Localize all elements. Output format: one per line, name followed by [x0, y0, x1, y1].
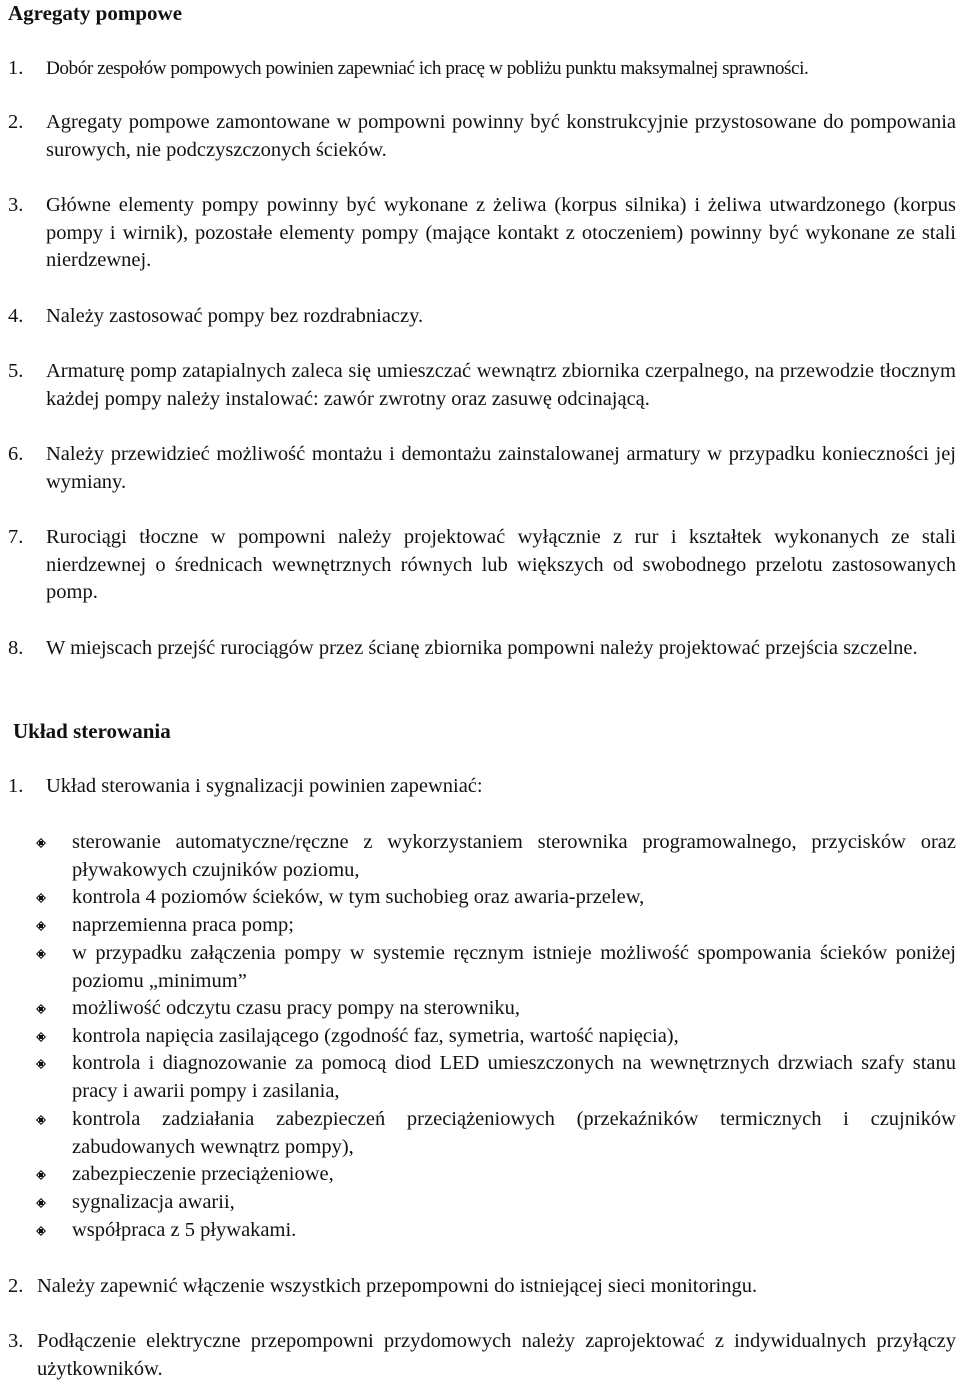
list-item-5	[8, 358, 956, 413]
item-number: 1.	[8, 775, 24, 797]
item-number: 2.	[8, 1275, 24, 1297]
bullet-text: sygnalizacja awarii,	[72, 1191, 235, 1213]
bullet-text: kontrola napięcia zasilającego (zgodność faz, symetria, wartość napięcia),	[72, 1025, 679, 1047]
square-bullet-icon	[36, 893, 46, 903]
list-item-1	[8, 55, 956, 83]
item-number: 4.	[8, 305, 24, 327]
item-number: 2.	[8, 111, 24, 133]
section-heading-pumps: Agregaty pompowe	[8, 1, 183, 25]
square-bullet-icon	[36, 1115, 46, 1125]
item-text: Armaturę pomp zatapialnych zaleca się umieszczać wewnątrz zbiornika czerpalnego, na przewodzie tłocznym każdej pompy należy instalować: zawór zwrotny oraz zasuwę odcinającą.	[46, 360, 956, 410]
item-text: Należy zapewnić włączenie wszystkich przepompowni do istniejącej sieci monitoringu.	[37, 1275, 758, 1297]
item-number: 7.	[8, 526, 24, 548]
square-bullet-icon	[36, 1032, 46, 1042]
bullet-text: w przypadku załączenia pompy w systemie ręcznym istnieje możliwość spompowania ścieków poniżej poziomu „minimum”	[72, 942, 956, 992]
item-text: Należy zastosować pompy bez rozdrabniaczy.	[46, 305, 424, 327]
list-item-7	[8, 524, 956, 607]
bullet-item	[34, 1161, 956, 1189]
bullet-item	[34, 1217, 956, 1245]
square-bullet-icon	[36, 1004, 46, 1014]
bullet-text: naprzemienna praca pomp;	[72, 914, 294, 936]
section-heading-control: Układ sterowania	[13, 719, 171, 743]
item-text: Podłączenie elektryczne przepompowni przydomowych należy zaprojektować z indywidualnych przyłączy użytkowników.	[37, 1330, 956, 1380]
bullet-text: kontrola zadziałania zabezpieczeń przeciążeniowych (przekaźników termicznych i czujników zabudowanych wewnątrz pompy),	[72, 1108, 956, 1158]
bullet-item	[34, 1189, 956, 1217]
item-text: Rurociągi tłoczne w pompowni należy projektować wyłącznie z rur i kształtek wykonanych ze stali nierdzewnej o średnicach wewnętrznych równych lub większych od swobodnego przelotu zastosowanych pomp.	[46, 526, 956, 603]
list-item-8	[8, 635, 956, 663]
bullet-text: sterowanie automatyczne/ręczne z wykorzystaniem sterownika programowalnego, przycisków oraz pływakowych czujników poziomu,	[72, 831, 956, 881]
bullet-item	[34, 1106, 956, 1161]
list-item-3	[8, 192, 956, 275]
bullet-item	[34, 995, 956, 1023]
item-text: W miejscach przejść rurociągów przez ścianę zbiornika pompowni należy projektować przejścia szczelne.	[46, 637, 918, 659]
square-bullet-icon	[36, 921, 46, 931]
bullet-item	[34, 912, 956, 940]
control-intro-item	[8, 773, 956, 801]
item-number: 3.	[8, 1330, 24, 1352]
square-bullet-icon	[36, 1226, 46, 1236]
item-text: Należy przewidzieć możliwość montażu i demontażu zainstalowanej armatury w przypadku konieczności jej wymiany.	[46, 443, 956, 493]
item-number: 1.	[8, 57, 24, 79]
bullet-item	[34, 884, 956, 912]
list-item-4	[8, 303, 956, 331]
bullet-item	[34, 1023, 956, 1051]
square-bullet-icon	[36, 838, 46, 848]
bullet-text: zabezpieczenie przeciążeniowe,	[72, 1163, 334, 1185]
control-item-2	[8, 1273, 956, 1301]
bullet-text: kontrola 4 poziomów ścieków, w tym suchobieg oraz awaria-przelew,	[72, 886, 645, 908]
control-item-3	[8, 1328, 956, 1383]
bullet-item	[34, 1050, 956, 1105]
list-item-2	[8, 109, 956, 164]
square-bullet-icon	[36, 949, 46, 959]
item-text: Dobór zespołów pompowych powinien zapewniać ich pracę w pobliżu punktu maksymalnej sprawności.	[46, 58, 809, 79]
bullet-item	[34, 940, 956, 995]
bullet-text: możliwość odczytu czasu pracy pompy na sterowniku,	[72, 997, 521, 1019]
square-bullet-icon	[36, 1198, 46, 1208]
item-text: Agregaty pompowe zamontowane w pompowni powinny być konstrukcyjnie przystosowane do pompowania surowych, nie podczyszczonych ścieków.	[46, 111, 956, 161]
item-number: 8.	[8, 637, 24, 659]
item-number: 3.	[8, 194, 24, 216]
square-bullet-icon	[36, 1059, 46, 1069]
item-number: 6.	[8, 443, 24, 465]
item-number: 5.	[8, 360, 24, 382]
bullet-text: współpraca z 5 pływakami.	[72, 1219, 297, 1241]
item-text: Główne elementy pompy powinny być wykonane z żeliwa (korpus silnika) i żeliwa utwardzonego (korpus pompy i wirnik), pozostałe elementy pompy (mające kontakt z otoczeniem) powinny być wykonane ze stali nierdzewnej.	[46, 194, 956, 271]
list-item-6	[8, 441, 956, 496]
bullet-text: kontrola i diagnozowanie za pomocą diod LED umieszczonych na wewnętrznych drzwiach szafy stanu pracy i awarii pompy i zasilania,	[72, 1052, 956, 1102]
square-bullet-icon	[36, 1170, 46, 1180]
item-text: Układ sterowania i sygnalizacji powinien zapewniać:	[46, 775, 483, 797]
bullet-item	[34, 829, 956, 884]
